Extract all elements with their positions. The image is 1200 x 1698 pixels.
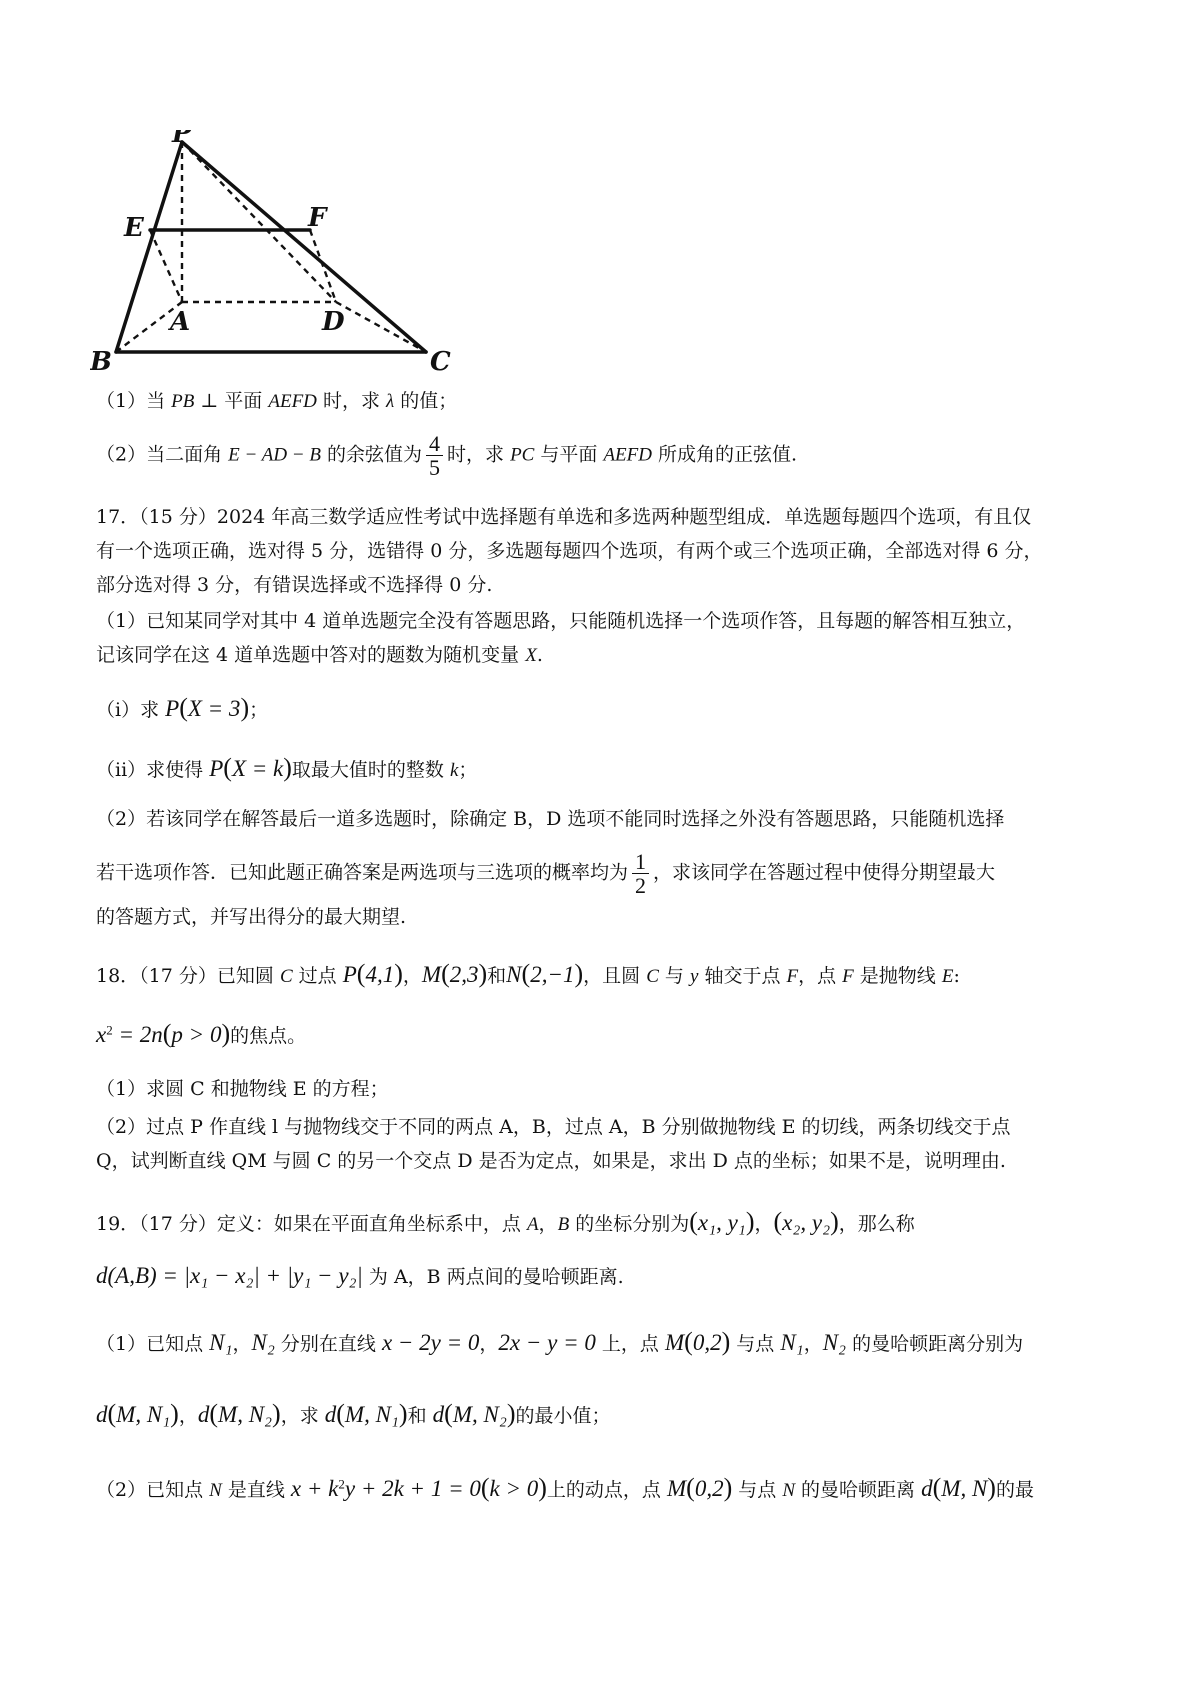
label-E: E xyxy=(124,213,144,243)
q17-line2: 有一个选项正确，选对得 5 分，选错得 0 分，多选题每题四个选项，有两个或三个选项正确，全部选对得 6 分， xyxy=(96,540,1043,562)
label-A: A xyxy=(170,307,191,337)
q18-sub2-line2: Q，试判断直线 QM 与圆 C 的另一个交点 D 是否为定点，如果是，求出 D 点的坐标；如果不是，说明理由. xyxy=(96,1150,1006,1172)
pyramid-diagram xyxy=(90,130,510,410)
label-C: C xyxy=(430,347,451,377)
q19-line2: d(A,B) = |x₁ − x₂| + |y₁ − y₂| 为 A，B 两点间的曼哈顿距离. xyxy=(96,1263,624,1288)
q16-part1: （1）当 PB ⊥ 平面 AEFD 时，求 λ 的值； xyxy=(96,390,458,412)
edge-FD xyxy=(310,230,336,302)
q17-sub2-line3: 的答题方式，并写出得分的最大期望. xyxy=(96,906,407,928)
fraction-4-5: $\frac{4}{5}$ xyxy=(426,432,443,479)
q18-sub1: （1）求圆 C 和抛物线 E 的方程； xyxy=(96,1078,389,1100)
pyramid-figure xyxy=(90,130,510,410)
q17-sub1-line2: 记该同学在这 4 道单选题中答对的题数为随机变量 X. xyxy=(96,644,543,666)
q19-line1: 19．（17 分）定义：如果在平面直角坐标系中，点 A，B 的坐标分别为(x₁, y₁)，(x₂, y₂)，那么称 xyxy=(96,1207,915,1236)
q18-line1: 18．（17 分）已知圆 C 过点 P(4,1)，M(2,3)和N(2,−1)，且圆 C 与 y 轴交于点 F，点 F 是抛物线 E: xyxy=(96,959,960,988)
label-B: B xyxy=(90,347,112,377)
edge-EA xyxy=(150,230,182,302)
q17-sub1-line1: （1）已知某同学对其中 4 道单选题完全没有答题思路，只能随机选择一个选项作答，且每题的解答相互独立， xyxy=(96,610,1026,632)
label-P: P xyxy=(172,130,192,149)
label-F: F xyxy=(308,203,327,233)
q17-sub2-line1: （2）若该同学在解答最后一道多选题时，除确定 B，D 选项不能同时选择之外没有答题思路，只能随机选择 xyxy=(96,808,1005,830)
q17-sub-i: （i）求 P(X = 3)； xyxy=(96,693,269,722)
edge-DC xyxy=(336,302,426,352)
q19-sub1-line2: d(M, N₁)，d(M, N₂)，求 d(M, N₁)和 d(M, N₂)的最小值； xyxy=(96,1399,611,1428)
q19-sub2-line1: （2）已知点 N 是直线 $x + k^2y + 2k + 1 = 0(k > 0)$上的动点，点 M(0,2) 与点 N 的曼哈顿距离 d(M, N)的最 xyxy=(96,1473,1034,1502)
q18-line2: $x^2 = 2n(p > 0)$的焦点。 xyxy=(96,1019,307,1048)
q18-sub2-line1: （2）过点 P 作直线 l 与抛物线交于不同的两点 A，B，过点 A，B 分别做抛物线 E 的切线，两条切线交于点 xyxy=(96,1116,1011,1138)
edge-PC xyxy=(182,142,426,352)
q17-sub-ii: （ii）求使得 P(X = k)取最大值时的整数 k； xyxy=(96,753,478,782)
q16-part2: （2）当二面角 E − AD − B 的余弦值为 $\frac{4}{5}$ 时，求 PC 与平面 AEFD 所成角的正弦值. xyxy=(96,431,798,481)
q17-line3: 部分选对得 3 分，有错误选择或不选择得 0 分. xyxy=(96,574,493,596)
q19-sub1-line1: （1）已知点 N₁，N₂ 分别在直线 x − 2y = 0，2x − y = 0 上，点 M(0,2) 与点 N₁，N₂ 的曼哈顿距离分别为 xyxy=(96,1327,1024,1356)
q17-line1: 17．（15 分）2024 年高三数学适应性考试中选择题有单选和多选两种题型组成．单选题每题四个选项，有且仅 xyxy=(96,506,1032,528)
label-D: D xyxy=(322,307,345,337)
q17-sub2-line2: 若干选项作答．已知此题正确答案是两选项与三选项的概率均为 $\frac{1}{2}$ ，求该同学在答题过程中使得分期望最大 xyxy=(96,849,996,899)
fraction-1-2: $\frac{1}{2}$ xyxy=(632,850,649,897)
